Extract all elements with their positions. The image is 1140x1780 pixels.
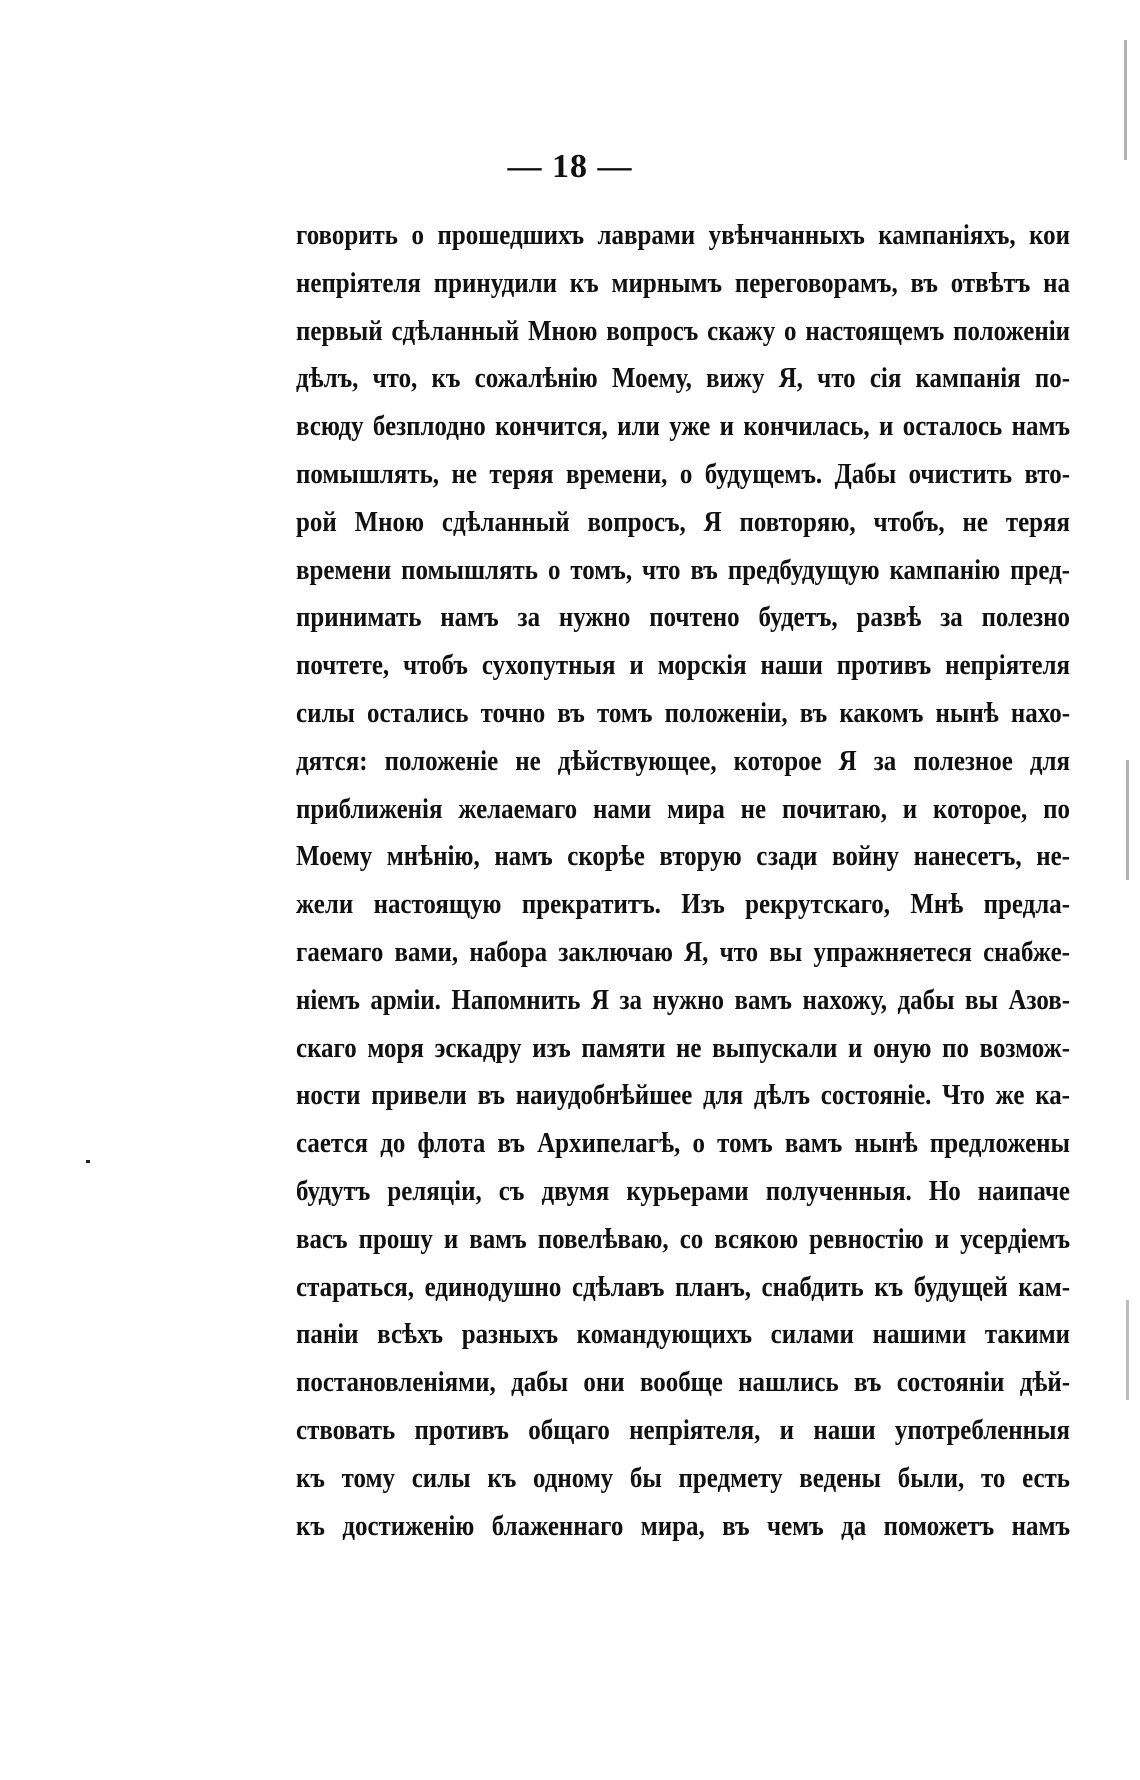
text-line: всюду безплодно кончится, или уже и кончилась, и осталось намъ <box>296 410 1070 443</box>
text-line: помышлять, не теряя времени, о будущемъ. Дабы очистить вто- <box>296 457 1070 490</box>
text-line: первый сдѣланный Мною вопросъ скажу о настоящемъ положеніи <box>296 314 1070 347</box>
text-line: времени помышлять о томъ, что въ предбудущую кампанію пред- <box>296 553 1070 586</box>
text-line: къ тому силы къ одному бы предмету ведены были, то есть <box>296 1461 1070 1494</box>
text-line: дѣлъ, что, къ сожалѣнію Моему, вижу Я, что сія кампанія по- <box>296 362 1070 395</box>
text-line: принимать намъ за нужно почтено будетъ, развѣ за полезно <box>296 601 1070 634</box>
scan-dot <box>86 1160 90 1163</box>
text-line: васъ прошу и вамъ повелѣваю, со всякою ревностію и усердіемъ <box>296 1222 1070 1255</box>
text-line: дятся: положеніе не дѣйствующее, которое Я за полезное для <box>296 744 1070 777</box>
text-line: приближенія желаемаго нами мира не почитаю, и которое, по <box>296 792 1070 825</box>
text-line: паніи всѣхъ разныхъ командующихъ силами нашими такими <box>296 1318 1070 1351</box>
text-line: будутъ реляціи, съ двумя курьерами полученныя. Но наипаче <box>296 1174 1070 1207</box>
page-number: — 18 — <box>507 148 633 185</box>
scan-edge-mark <box>1126 1300 1129 1400</box>
text-line: ніемъ арміи. Напомнить Я за нужно вамъ нахожу, дабы вы Азов- <box>296 983 1070 1016</box>
text-line: Моему мнѣнію, намъ скорѣе вторую сзади войну нанесетъ, не- <box>296 840 1070 873</box>
text-line: постановленіями, дабы они вообще нашлись въ состояніи дѣй- <box>296 1366 1070 1399</box>
text-line: стараться, единодушно сдѣлавъ планъ, снабдить къ будущей кам- <box>296 1270 1070 1303</box>
scan-edge-mark <box>1124 40 1127 160</box>
text-line: сается до флота въ Архипелагѣ, о томъ вамъ нынѣ предложены <box>296 1127 1070 1160</box>
text-line: рой Мною сдѣланный вопросъ, Я повторяю, чтобъ, не теряя <box>296 505 1070 538</box>
body-text <box>296 212 1070 1550</box>
text-line: ности привели въ наиудобнѣйшее для дѣлъ состояніе. Что же ка- <box>296 1079 1070 1112</box>
text-line: непріятеля принудили къ мирнымъ переговорамъ, въ отвѣтъ на <box>296 266 1070 299</box>
text-line: почтете, чтобъ сухопутныя и морскія наши противъ непріятеля <box>296 649 1070 682</box>
text-line: жели настоящую прекратитъ. Изъ рекрутскаго, Мнѣ предла- <box>296 888 1070 921</box>
scan-edge-mark <box>1126 760 1129 880</box>
text-line: силы остались точно въ томъ положеніи, въ какомъ нынѣ нахо- <box>296 696 1070 729</box>
text-line: гаемаго вами, набора заключаю Я, что вы упражняетеся снабже- <box>296 935 1070 968</box>
text-line: скаго моря эскадру изъ памяти не выпускали и оную по возмож- <box>296 1031 1070 1064</box>
text-line: ствовать противъ общаго непріятеля, и наши употребленныя <box>296 1413 1070 1446</box>
text-line: къ достиженію блаженнаго мира, въ чемъ да поможетъ намъ <box>296 1509 1070 1542</box>
text-line: говорить о прошедшихъ лаврами увѣнчанныхъ кампаніяхъ, кои <box>296 219 1070 251</box>
